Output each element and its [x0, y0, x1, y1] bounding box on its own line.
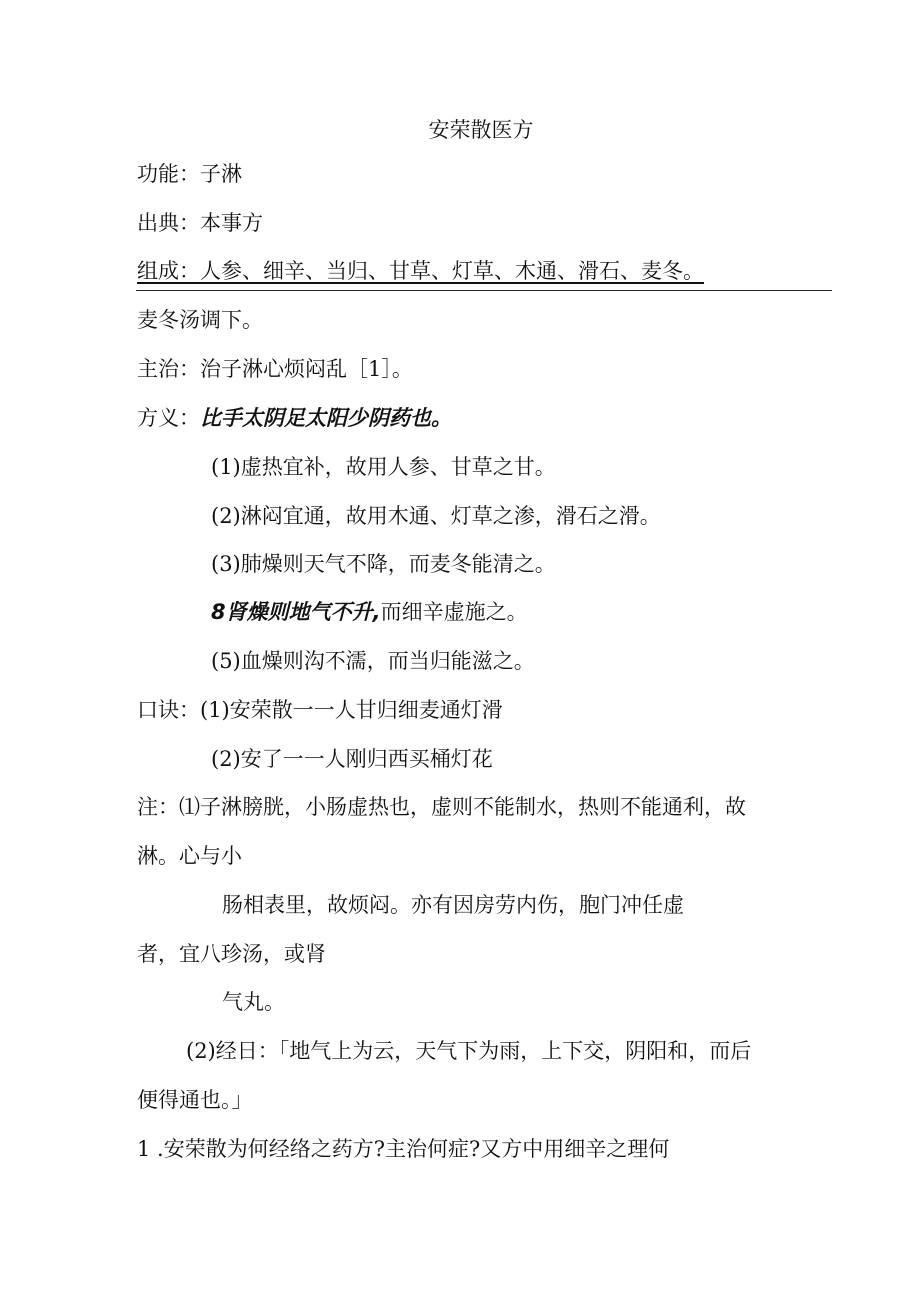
- meaning-label: 方义：: [137, 406, 200, 430]
- decoction-line: 麦冬汤调下。: [137, 308, 263, 332]
- note-1-line-e: 气丸。: [222, 990, 285, 1014]
- meaning-item-4: [211, 598, 528, 626]
- mnemonic-line-2: (2)安了一一人刚归西买桶灯花: [211, 747, 493, 771]
- note-1-line-d: 者，宜八珍汤，或肾: [137, 942, 326, 966]
- note-1-line-c: 肠相表里，故烦闷。亦有因房劳内伤，胞门冲任虚: [222, 893, 684, 917]
- indication-line: 主治：治子淋心烦闷乱［1］。: [137, 357, 413, 381]
- meaning-item-3: (3)肺燥则天气不降，而麦冬能清之。: [211, 552, 556, 576]
- mnemonic-line-1: 口诀：(1)安荣散一一人甘归细麦通灯滑: [137, 698, 503, 722]
- document-title: 安荣散医方: [428, 118, 534, 142]
- source-line: 出典：本事方: [137, 211, 263, 235]
- meaning-line: [137, 404, 452, 432]
- meaning-item-4-italic: 8肾燥则地气不升,: [211, 600, 381, 624]
- meaning-item-2: (2)淋闷宜通，故用木通、灯草之渗，滑石之滑。: [211, 504, 661, 528]
- function-line: 功能：子淋: [137, 162, 242, 186]
- question-line: 1 .安荣散为何经络之药方?主治何症?又方中用细辛之理何: [137, 1137, 670, 1161]
- note-1-line-b: 淋。心与小: [137, 844, 242, 868]
- meaning-italic-text: 比手太阴足太阳少阴药也。: [200, 406, 452, 430]
- note-2-line-b: 便得通也。」: [137, 1088, 253, 1112]
- note-2-line-a: (2)经日：「地气上为云，天气下为雨，上下交，阴阳和，而后: [186, 1039, 752, 1063]
- horizontal-divider: [136, 290, 832, 291]
- meaning-item-4-rest: 而细辛虚施之。: [380, 600, 528, 624]
- meaning-item-1: (1)虚热宜补，故用人参、甘草之甘。: [211, 455, 556, 479]
- note-1-line-a: 注：⑴子淋膀胱，小肠虚热也，虚则不能制水，热则不能通利，故: [137, 795, 746, 819]
- composition-line: 组成：人参、细辛、当归、甘草、灯草、木通、滑石、麦冬。: [137, 259, 704, 283]
- meaning-item-5: (5)血燥则沟不濡，而当归能滋之。: [211, 649, 535, 673]
